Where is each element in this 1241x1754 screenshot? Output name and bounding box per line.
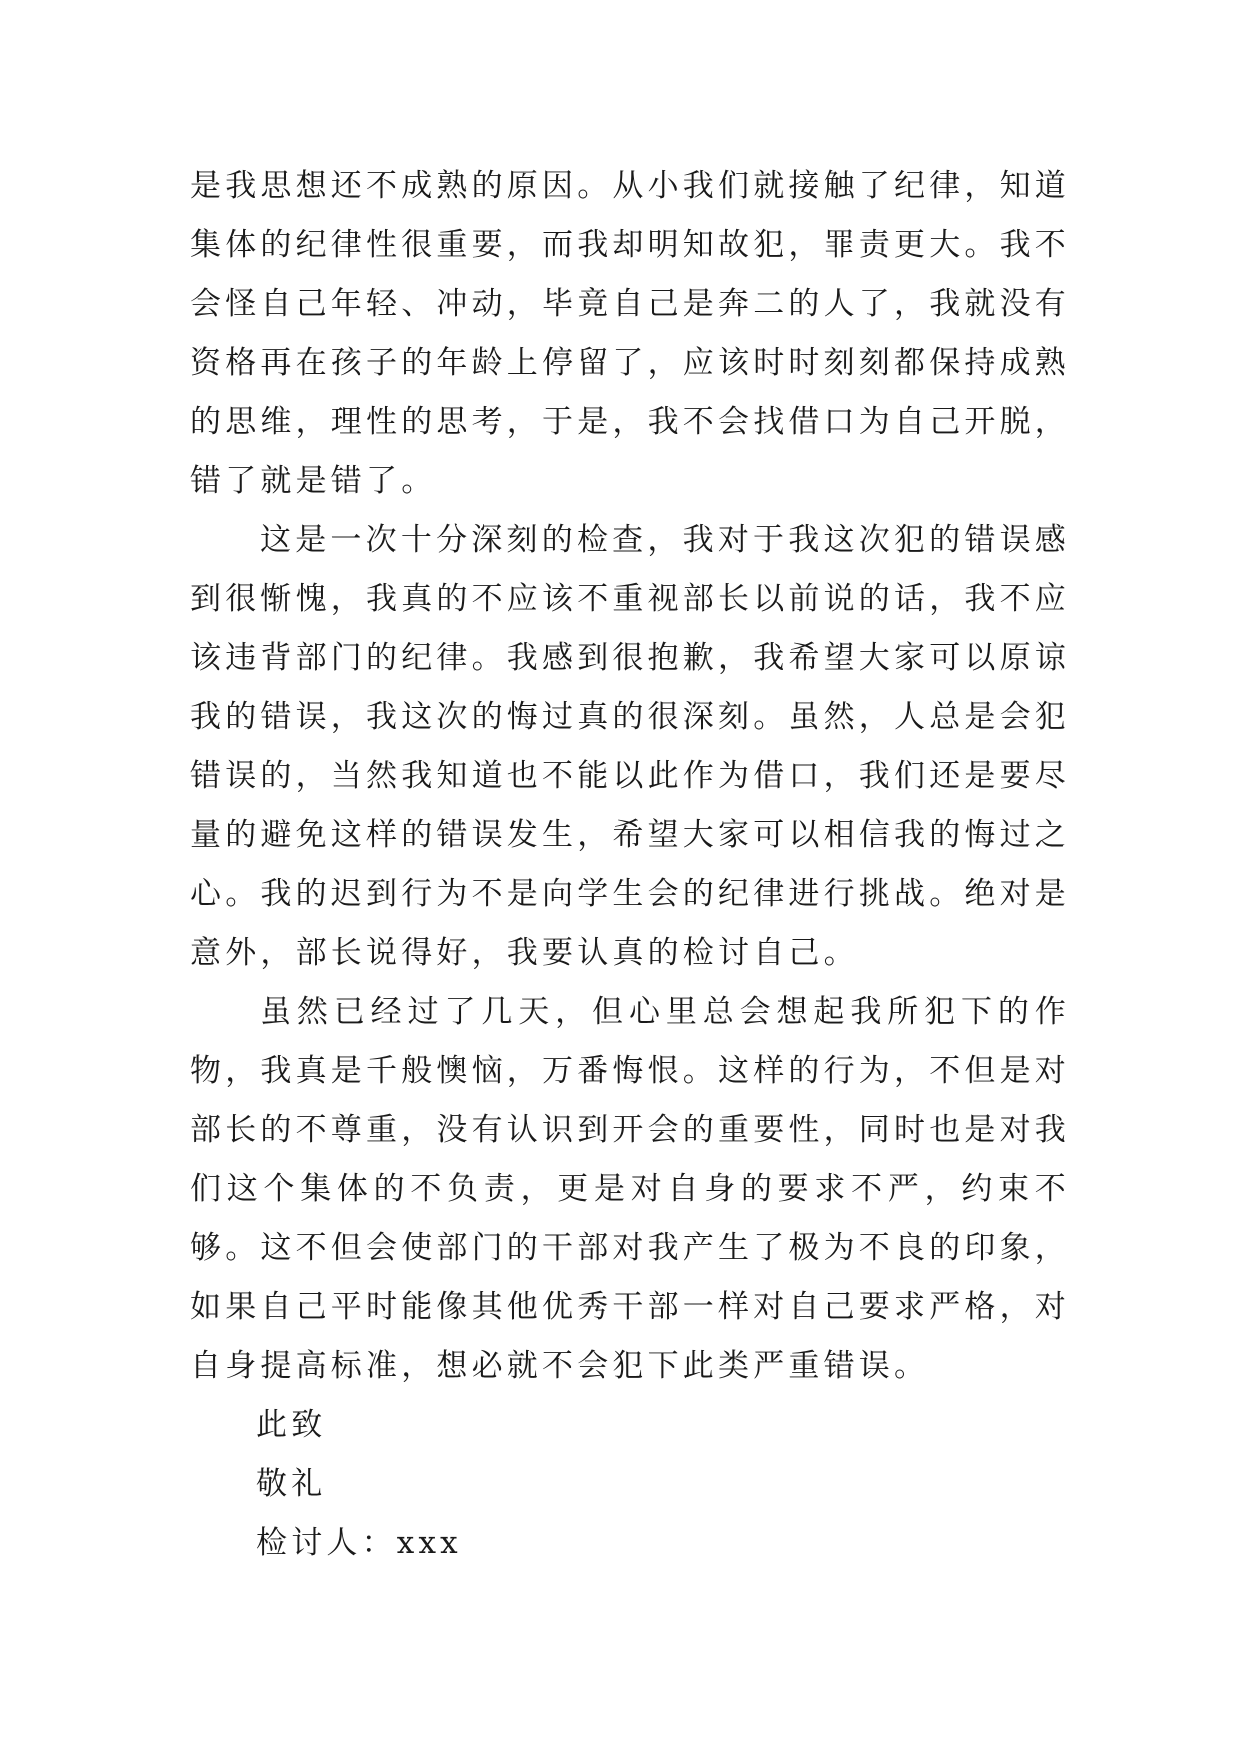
paragraph-2: 这是一次十分深刻的检查，我对于我这次犯的错误感到很惭愧，我真的不应该不重视部长以前说的话，我不应该违背部门的纪律。我感到很抱歉，我希望大家可以原谅我的错误，我这次的悔过真的很深刻。虽然，人总是会犯错误的，当然我知道也不能以此作为借口，我们还是要尽量的避免这样的错误发生，希望大家可以相信我的悔过之心。我的迟到行为不是向学生会的纪律进行挑战。绝对是意外，部长说得好，我要认真的检讨自己。	[190, 522, 1070, 971]
document-body	[190, 157, 1070, 1573]
paragraph-3: 虽然已经过了几天，但心里总会想起我所犯下的作物，我真是千般懊恼，万番悔恨。这样的行为，不但是对部长的不尊重，没有认识到开会的重要性，同时也是对我们这个集体的不负责，更是对自身的要求不严，约束不够。这不但会使部门的干部对我产生了极为不良的印象，如果自己平时能像其他优秀干部一样对自己要求严格，对自身提高标准，想必就不会犯下此类严重错误。	[190, 994, 1070, 1384]
paragraph-1: 是我思想还不成熟的原因。从小我们就接触了纪律，知道集体的纪律性很重要，而我却明知故犯，罪责更大。我不会怪自己年轻、冲动，毕竟自己是奔二的人了，我就没有资格再在孩子的年龄上停留了，应该时时刻刻都保持成熟的思维，理性的思考，于是，我不会找借口为自己开脱，错了就是错了。	[190, 168, 1070, 499]
closing-salutation: 此致	[256, 1407, 327, 1443]
signature: 检讨人：xxx	[256, 1525, 462, 1561]
closing-regards: 敬礼	[256, 1466, 327, 1502]
